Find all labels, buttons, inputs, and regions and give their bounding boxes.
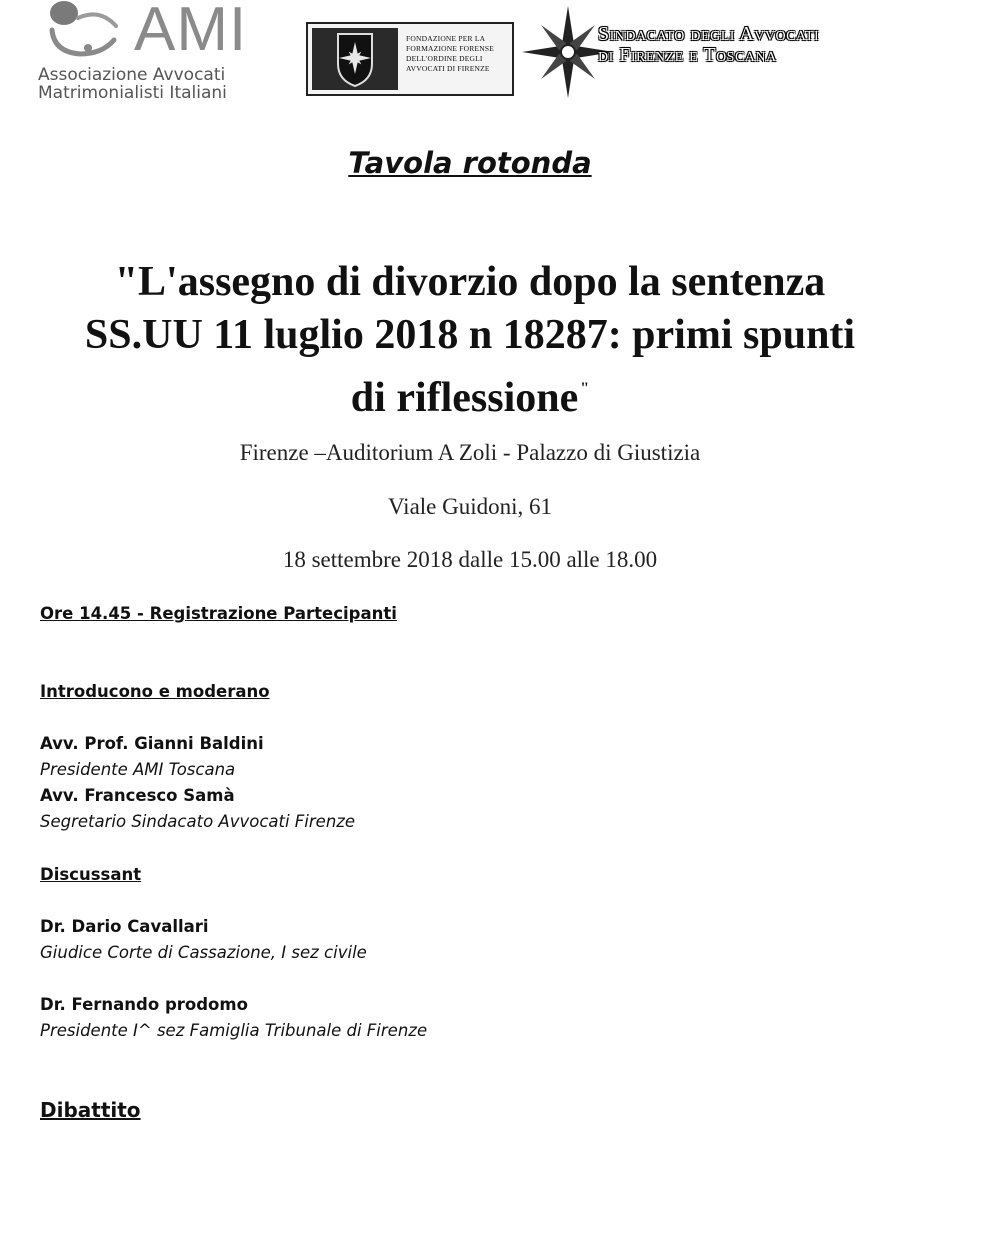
discussant-role: Presidente I^ sez Famiglia Tribunale di Firenze <box>40 1021 428 1040</box>
registration-heading: Ore 14.45 - Registrazione Partecipanti <box>40 604 397 623</box>
discussant-heading: Discussant <box>40 865 142 884</box>
sindacato-text: Sindacato degli Avvocati di Firenze e Toscana <box>598 23 820 66</box>
moderator-role: Segretario Sindacato Avvocati Firenze <box>40 812 356 831</box>
fondazione-text: FONDAZIONE PER LA FORMAZIONE FORENSE DELL'ORDINE DEGLI AVVOCATI DI FIRENZE <box>406 34 494 73</box>
moderator-name: Avv. Prof. Gianni Baldini <box>40 734 264 753</box>
closing-heading: Dibattito <box>40 1098 141 1122</box>
title-line-1: "L'assegno di divorzio dopo la sentenza <box>114 259 826 305</box>
ami-emblem-icon <box>42 0 122 60</box>
fondazione-logo <box>306 22 514 96</box>
title-line-3: di riflessione " <box>350 375 590 421</box>
title-line-2: SS.UU 11 luglio 2018 n 18287: primi spunti <box>84 312 856 358</box>
discussant-name: Dr. Fernando prodomo <box>40 995 248 1014</box>
title-close-quote: " <box>580 380 590 397</box>
moderator-name: Avv. Francesco Samà <box>40 786 235 805</box>
ami-acronym: AMI <box>134 0 248 64</box>
discussant-name: Dr. Dario Cavallari <box>40 917 209 936</box>
event-kicker: Tavola rotonda <box>348 146 592 180</box>
ami-subtitle: Associazione Avvocati Matrimonialisti Italiani <box>38 65 227 103</box>
moderators-heading: Introducono e moderano <box>40 682 270 701</box>
ami-logo <box>38 0 278 108</box>
event-datetime: 18 settembre 2018 dalle 15.00 alle 18.00 <box>282 547 658 572</box>
sindacato-logo <box>522 4 892 104</box>
event-venue: Firenze –Auditorium A Zoli - Palazzo di Giustizia <box>239 440 701 465</box>
event-address: Viale Guidoni, 61 <box>387 494 553 519</box>
moderator-role: Presidente AMI Toscana <box>40 760 236 779</box>
event-title <box>30 256 910 425</box>
fondazione-shield-icon <box>312 28 398 90</box>
discussant-role: Giudice Corte di Cassazione, I sez civile <box>40 943 367 962</box>
